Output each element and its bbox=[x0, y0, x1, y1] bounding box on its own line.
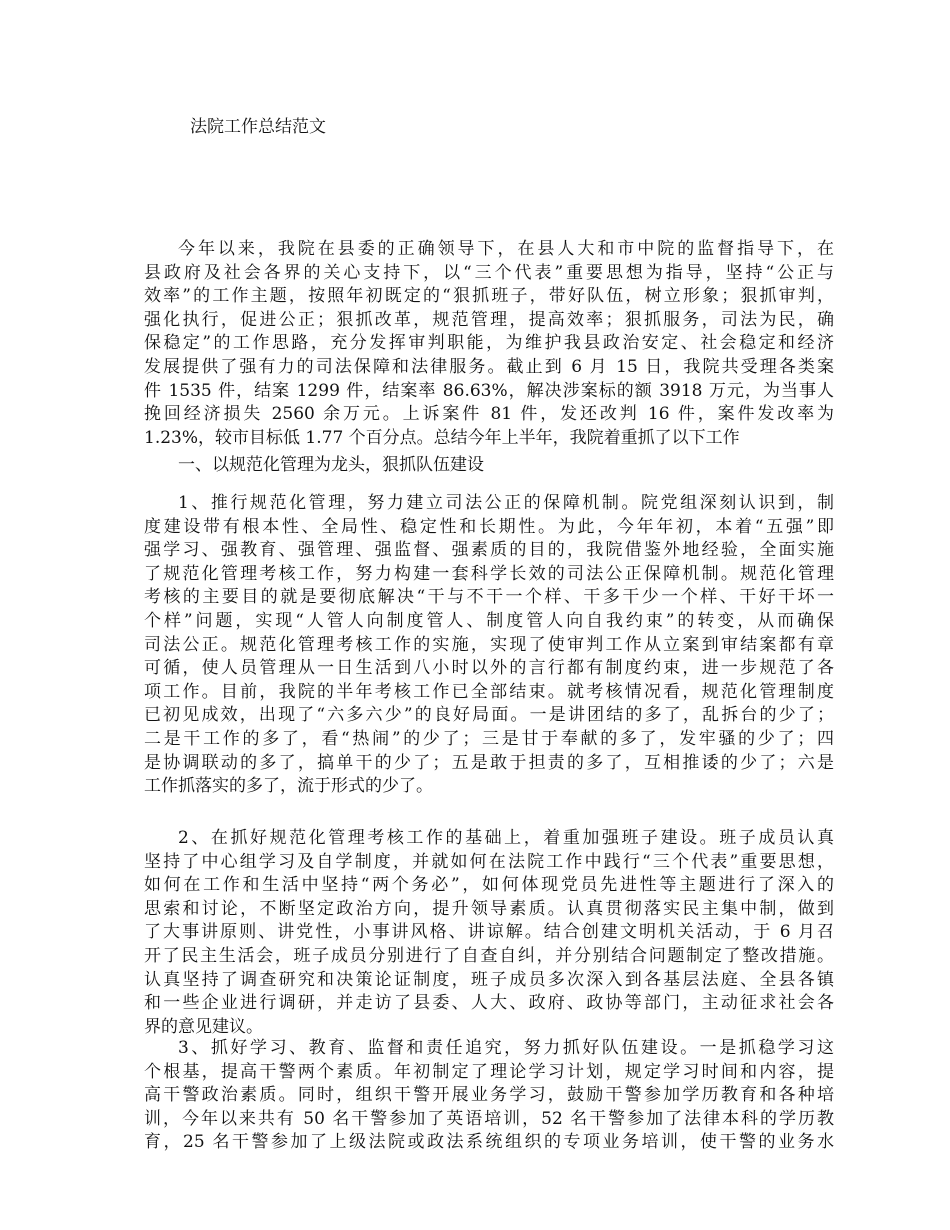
text-line: 效率”的工作主题，按照年初既定的“狠抓班子，带好队伍，树立形象；狠抓审判， bbox=[144, 286, 834, 307]
paragraph-1 bbox=[144, 492, 834, 799]
text-line: 认真坚持了调查研究和决策论证制度，班子成员多次深入到各基层法庭、全县各镇 bbox=[144, 969, 834, 990]
text-line: 界的意见建议。 bbox=[144, 1016, 263, 1037]
text-line: 了规范化管理考核工作，努力构建一套科学长效的司法公正保障机制。规范化管理 bbox=[144, 563, 834, 584]
text-line: 2、在抓好规范化管理考核工作的基础上，着重加强班子建设。班子成员认真 bbox=[178, 828, 834, 848]
text-line: 1.23%，较市目标低 1.77 个百分点。总结今年上半年，我院着重抓了以下工作 bbox=[144, 427, 740, 448]
text-line: 思索和讨论，不断坚定政治方向，提升领导素质。认真贯彻落实民主集中制，做到 bbox=[144, 898, 834, 919]
paragraph-3 bbox=[144, 1037, 834, 1155]
text-line: 项工作。目前，我院的半年考核工作已全部结束。就考核情况看，规范化管理制度 bbox=[144, 681, 834, 702]
section-heading-1: 一、以规范化管理为龙头，狠抓队伍建设 bbox=[178, 455, 484, 475]
text-line: 1、推行规范化管理，努力建立司法公正的保障机制。院党组深刻认识到，制 bbox=[178, 493, 834, 513]
text-line: 二是干工作的多了，看“热闹”的少了；三是甘于奉献的多了，发牢骚的少了；四 bbox=[144, 728, 834, 749]
text-line: 训，今年以来共有 50 名干警参加了英语培训，52 名干警参加了法律本科的学历教 bbox=[144, 1108, 834, 1129]
text-line: 发展提供了强有力的司法保障和法律服务。截止到 6 月 15 日，我院共受理各类案 bbox=[144, 356, 834, 377]
text-line: 可循，使人员管理从一日生活到八小时以外的言行都有制度约束，进一步规范了各 bbox=[144, 658, 834, 679]
text-line: 强化执行，促进公正；狠抓改革，规范管理，提高效率；狠抓服务，司法为民，确 bbox=[144, 309, 834, 330]
document-title: 法院工作总结范文 bbox=[190, 117, 326, 137]
text-line: 是协调联动的多了，搞单干的少了；五是敢于担责的多了，互相推诿的少了；六是 bbox=[144, 752, 834, 773]
text-line: 司法公正。规范化管理考核工作的实施，实现了使审判工作从立案到审结案都有章 bbox=[144, 634, 834, 655]
text-line: 件 1535 件，结案 1299 件，结案率 86.63%，解决涉案标的额 3918 万元，为当事人 bbox=[144, 380, 834, 401]
text-line: 高干警政治素质。同时，组织干警开展业务学习，鼓励干警参加学历教育和各种培 bbox=[144, 1085, 834, 1106]
text-line: 保稳定”的工作思路，充分发挥审判职能，为维护我县政治安定、社会稳定和经济 bbox=[144, 333, 834, 354]
text-line: 育，25 名干警参加了上级法院或政法系统组织的专项业务培训，使干警的业务水 bbox=[144, 1132, 834, 1153]
intro-paragraph bbox=[144, 238, 834, 450]
text-line: 个根基，提高干警两个素质。年初制定了理论学习计划，规定学习时间和内容，提 bbox=[144, 1061, 834, 1082]
text-line: 考核的主要目的就是要彻底解决“干与不干一个样、干多干少一个样、干好干坏一 bbox=[144, 587, 834, 608]
text-line: 个样”问题，实现“人管人向制度管人、制度管人向自我约束”的转变，从而确保 bbox=[144, 610, 834, 631]
text-line: 开了民主生活会，班子成员分别进行了自查自纠，并分别结合问题制定了整改措施。 bbox=[144, 945, 834, 966]
text-line: 如何在工作和生活中坚持“两个务必”，如何体现党员先进性等主题进行了深入的 bbox=[144, 875, 834, 896]
text-line: 坚持了中心组学习及自学制度，并就如何在法院工作中践行“三个代表”重要思想， bbox=[144, 851, 834, 872]
paragraph-2 bbox=[144, 827, 834, 1039]
text-line: 县政府及社会各界的关心支持下，以“三个代表”重要思想为指导，坚持“公正与 bbox=[144, 262, 834, 283]
text-line: 强学习、强教育、强管理、强监督、强素质的目的，我院借鉴外地经验，全面实施 bbox=[144, 540, 834, 561]
text-line: 已初见成效，出现了“六多六少”的良好局面。一是讲团结的多了，乱拆台的少了； bbox=[144, 705, 834, 726]
text-line: 今年以来，我院在县委的正确领导下，在县人大和市中院的监督指导下，在 bbox=[178, 239, 834, 259]
text-line: 3、抓好学习、教育、监督和责任追究，努力抓好队伍建设。一是抓稳学习这 bbox=[178, 1038, 834, 1058]
text-line: 挽回经济损失 2560 余万元。上诉案件 81 件，发还改判 16 件，案件发改率为 bbox=[144, 404, 834, 425]
text-line: 度建设带有根本性、全局性、稳定性和长期性。为此，今年年初，本着“五强”即 bbox=[144, 516, 834, 537]
text-line: 了大事讲原则、讲党性，小事讲风格、讲谅解。结合创建文明机关活动，于 6 月召 bbox=[144, 922, 834, 943]
text-line: 和一些企业进行调研，并走访了县委、人大、政府、政协等部门，主动征求社会各 bbox=[144, 993, 834, 1014]
text-line: 工作抓落实的多了，流于形式的少了。 bbox=[144, 776, 433, 797]
